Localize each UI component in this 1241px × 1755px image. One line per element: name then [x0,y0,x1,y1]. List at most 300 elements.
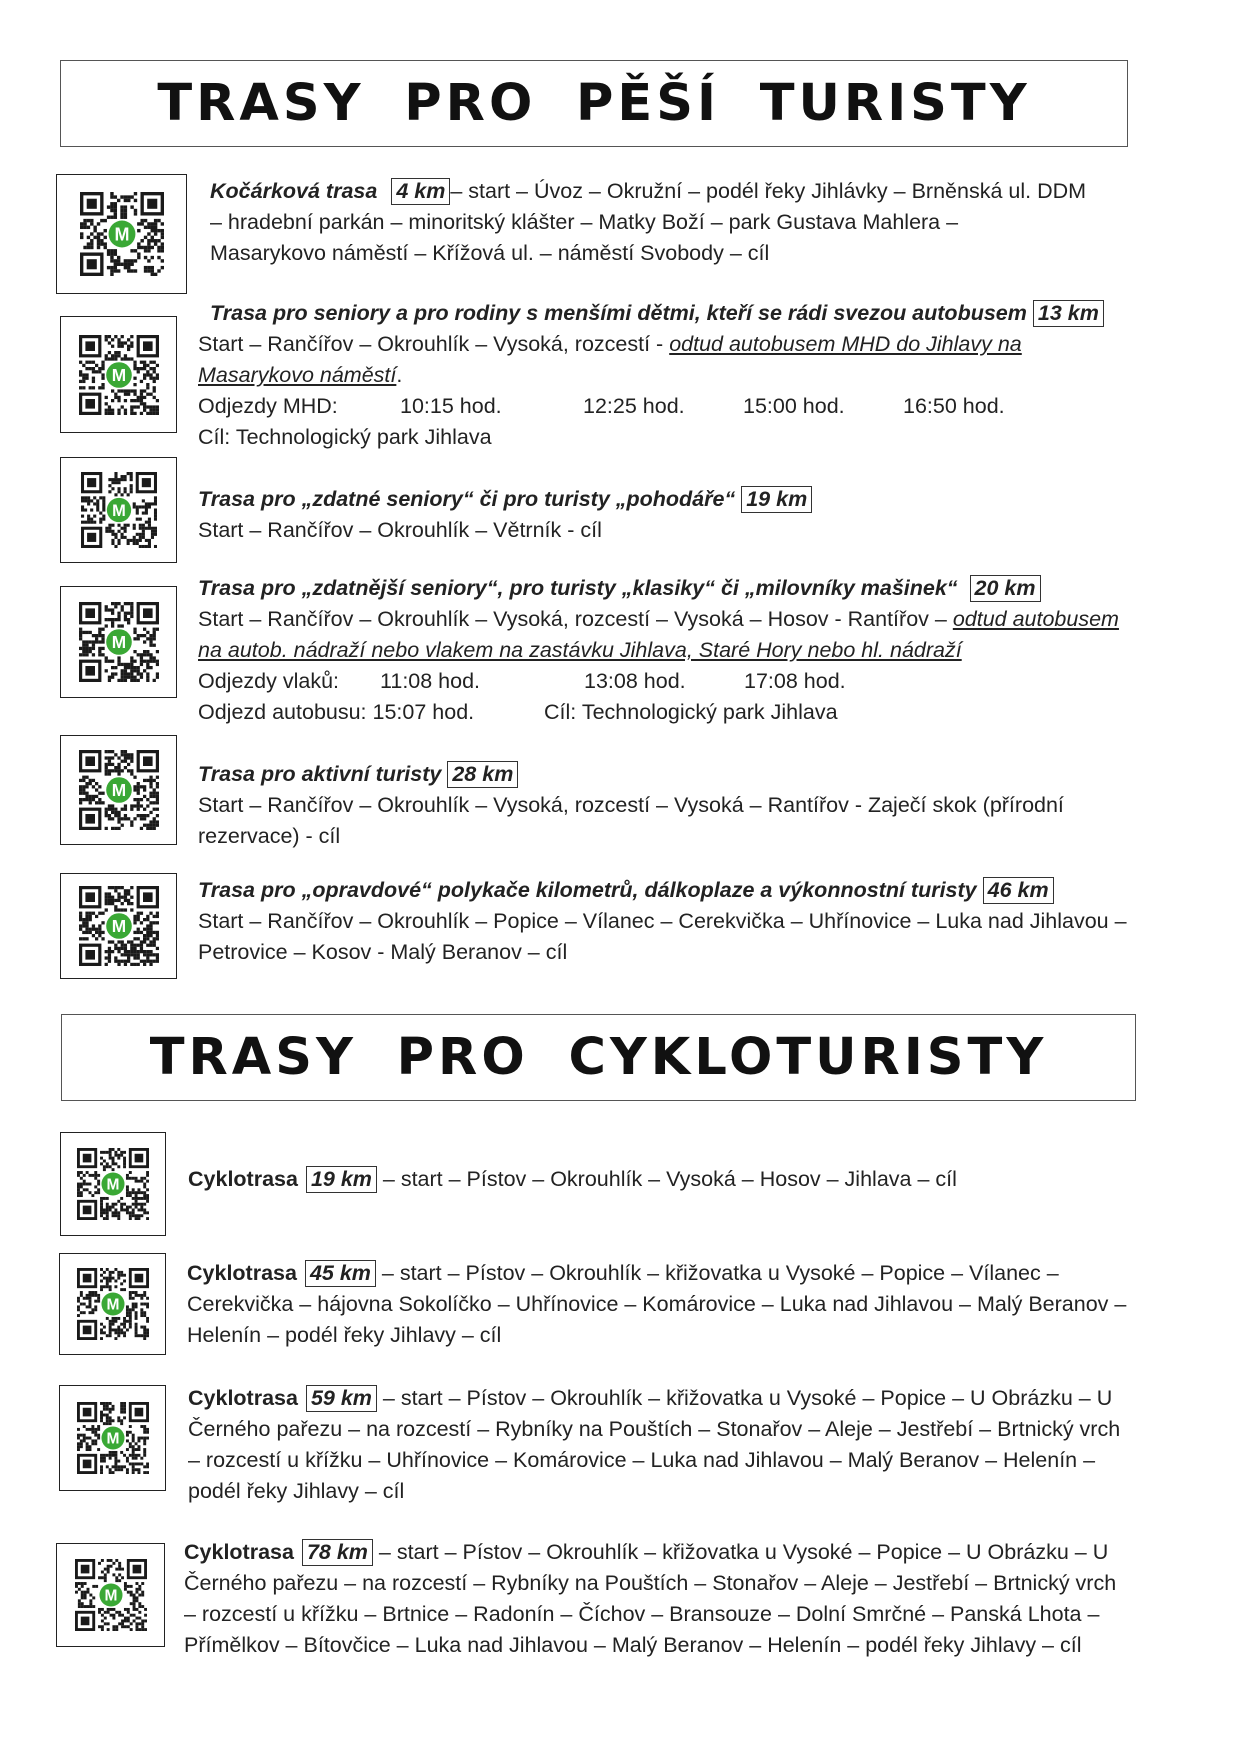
qr-module [134,1326,137,1329]
qr-module [120,335,123,338]
qr-module [123,1323,126,1326]
qr-module [101,801,104,804]
qr-module [130,660,133,663]
walking-title-box [60,60,1128,147]
qr-module [153,499,156,502]
qr-module [133,376,136,379]
qr-module [114,357,117,360]
qr-module [111,1405,114,1408]
qr-module [138,1594,141,1597]
qr-module [152,944,155,947]
qr-module [111,804,114,807]
qr-module [106,1611,109,1614]
logo-letter: M [111,632,126,653]
qr-code[interactable] [60,316,177,433]
qr-module [133,676,136,679]
qr-module [85,931,88,934]
qr-module [97,1188,100,1191]
qr-module [96,508,99,511]
qr-module [86,246,89,249]
qr-module [104,896,107,899]
qr-module [133,209,136,212]
qr-module [120,1197,123,1200]
qr-module [126,1185,129,1188]
qr-module [132,1619,135,1622]
qr-module [152,801,155,804]
qr-module [107,760,110,763]
qr-module [107,351,110,354]
qr-module [136,814,139,817]
qr-module [143,249,146,252]
qr-module [120,1271,123,1274]
qr-module [127,940,130,943]
qr-module [150,222,153,225]
qr-module [97,1294,100,1297]
qr-module [132,527,135,530]
qr-module [83,1596,86,1599]
qr-module [84,496,87,499]
qr-code[interactable] [60,586,177,698]
qr-module [131,1462,134,1465]
qr-module [143,1303,146,1306]
qr-module [103,1573,106,1576]
qr-module [101,647,104,650]
qr-module [117,481,120,484]
qr-module [92,1585,95,1588]
qr-finder-center [85,892,95,902]
qr-module [117,618,120,621]
qr-module [143,1328,146,1331]
qr-module [143,1183,146,1186]
qr-module [143,669,146,672]
qr-module [83,1582,86,1585]
qr-module [123,212,126,215]
qr-module [103,1617,106,1620]
qr-module [127,892,130,895]
qr-module [107,618,110,621]
qr-code[interactable] [56,1543,165,1647]
qr-module [117,487,120,490]
qr-module [77,1191,80,1194]
qr-module [111,399,114,402]
qr-module [143,928,146,931]
qr-module [118,1565,121,1568]
qr-finder-center [86,199,96,209]
qr-module [152,631,155,634]
qr-module [111,1465,114,1468]
qr-code[interactable] [60,873,177,979]
qr-module [117,814,120,817]
qr-module [146,804,149,807]
qr-module [120,908,123,911]
qr-module [108,1328,111,1331]
qr-module [155,795,158,798]
qr-module [110,256,113,259]
qr-module [80,1594,83,1597]
qr-module [98,634,101,637]
qr-module [89,1599,92,1602]
qr-module [136,782,139,785]
qr-module [149,656,152,659]
qr-finder-center [143,341,153,351]
qr-finder-center [147,199,157,209]
qr-module [123,209,126,212]
route-goal: Cíl: Technologický park Jihlava [544,700,838,724]
qr-module [96,246,99,249]
qr-code[interactable] [60,735,177,845]
qr-module [135,508,138,511]
qr-module [157,246,160,249]
qr-module [132,1602,135,1605]
qr-module [79,801,82,804]
qr-module [135,1203,138,1206]
qr-module [147,246,150,249]
qr-module [100,1419,103,1422]
qr-module [95,634,98,637]
qr-module [104,354,107,357]
qr-module [108,1416,111,1419]
qr-module [109,1165,112,1168]
qr-module [117,766,120,769]
qr-module [131,1308,134,1311]
qr-module [108,1280,111,1283]
qr-module [118,1573,121,1576]
qr-module [147,242,150,245]
qr-module [152,411,155,414]
qr-module [95,1585,98,1588]
qr-module [105,1414,108,1417]
qr-module [123,1608,126,1611]
qr-module [77,1308,80,1311]
qr-module [152,637,155,640]
qr-code[interactable] [56,174,187,294]
qr-module [146,814,149,817]
qr-module [117,344,120,347]
qr-module [107,960,110,963]
qr-module [144,508,147,511]
qr-module [120,1288,123,1291]
qr-module [155,912,158,915]
qr-module [117,1154,120,1157]
qr-finder-center [134,1408,143,1417]
qr-module [80,1191,83,1194]
qr-module [136,653,139,656]
qr-module [82,644,85,647]
qr-module [152,656,155,659]
qr-module [123,750,126,753]
qr-module [155,934,158,937]
qr-module [137,222,140,225]
qr-module [160,222,163,225]
qr-module [114,493,117,496]
qr-module [88,918,91,921]
qr-module [81,508,84,511]
qr-module [111,666,114,669]
qr-module [140,1326,143,1329]
qr-module [150,273,153,276]
qr-module [100,1268,103,1271]
qr-module [85,373,88,376]
qr-module [104,763,107,766]
qr-module [108,1471,111,1474]
qr-finder-center [85,756,95,766]
qr-module [107,411,110,414]
qr-module [85,798,88,801]
qr-module [129,1602,132,1605]
qr-module [146,1331,149,1334]
qr-module [135,542,138,545]
qr-module [160,232,163,235]
qr-module [111,530,114,533]
qr-module [79,779,82,782]
qr-module [134,1462,137,1465]
qr-module [118,1614,121,1617]
qr-module [153,219,156,222]
qr-module [137,1191,140,1194]
route-name: Cyklotrasa [188,1167,298,1191]
qr-module [146,405,149,408]
qr-module [147,259,150,262]
qr-module [121,1568,124,1571]
qr-module [123,804,126,807]
qr-module [91,1194,94,1197]
qr-module [120,533,123,536]
qr-code-pattern [80,192,164,276]
qr-module [125,1431,128,1434]
qr-module [82,1439,85,1442]
qr-module [123,392,126,395]
qr-module [139,392,142,395]
qr-module [133,953,136,956]
qr-module [117,1271,120,1274]
qr-module [108,1323,111,1326]
qr-module [138,1617,141,1620]
qr-module [109,1614,112,1617]
qr-module [88,1305,91,1308]
qr-module [82,631,85,634]
qr-module [111,1277,114,1280]
qr-module [131,1297,134,1300]
qr-module [117,341,120,344]
route-link-text: odtud autobusem MHD do Jihlavy na [669,332,1022,356]
qr-module [111,539,114,542]
qr-code[interactable] [59,1385,166,1491]
qr-module [102,1457,105,1460]
qr-module [146,1305,149,1308]
qr-module [144,502,147,505]
qr-module [146,679,149,682]
qr-module [103,236,106,239]
qr-finder-center [82,1408,91,1417]
departure-time: 16:50 hod. [903,394,1005,418]
qr-module [126,1208,129,1211]
qr-module [110,252,113,255]
qr-module [80,1596,83,1599]
qr-module [94,1291,97,1294]
walking-route-1 [210,176,1086,269]
qr-module [98,640,101,643]
qr-module [80,1171,83,1174]
qr-module [133,788,136,791]
qr-module [107,902,110,905]
qr-module [90,518,93,521]
qr-module [106,1628,109,1631]
qr-module [87,499,90,502]
qr-module [160,246,163,249]
qr-module [103,1611,106,1614]
qr-module [80,222,83,225]
qr-module [109,1151,112,1154]
qr-module [84,521,87,524]
qr-module [85,782,88,785]
qr-module [137,1294,140,1297]
qr-module [108,490,111,493]
qr-module [152,940,155,943]
qr-module [152,779,155,782]
qr-module [130,408,133,411]
qr-module [106,1165,109,1168]
qr-module [139,653,142,656]
qr-module [130,663,133,666]
qr-module [155,782,158,785]
qr-module [128,1323,131,1326]
qr-module [89,1605,92,1608]
qr-module [105,1317,108,1320]
qr-module [123,1203,126,1206]
qr-module [123,1280,126,1283]
qr-code[interactable] [60,457,177,563]
logo-letter: M [111,501,126,520]
qr-module [114,944,117,947]
qr-module [102,1460,105,1463]
qr-module [93,502,96,505]
qr-module [107,408,110,411]
qr-module [103,219,106,222]
qr-module [85,1305,88,1308]
qr-module [128,1311,131,1314]
qr-module [139,947,142,950]
qr-module [91,1308,94,1311]
qr-module [123,947,126,950]
qr-module [112,1614,115,1617]
qr-code[interactable] [59,1253,166,1355]
qr-module [120,341,123,344]
qr-module [128,1297,131,1300]
qr-module [112,1206,115,1209]
qr-code-pattern [79,335,159,415]
qr-module [117,612,120,615]
qr-module [149,820,152,823]
qr-module [153,527,156,530]
qr-module [114,908,117,911]
qr-module [77,1588,80,1591]
qr-module [127,763,130,766]
qr-module [91,1174,94,1177]
qr-module [130,205,133,208]
qr-module [149,931,152,934]
qr-module [100,1411,103,1414]
qr-module [137,1454,140,1457]
qr-finder-center [87,533,96,542]
qr-module [118,1562,121,1565]
qr-module [134,1294,137,1297]
qr-module [114,618,117,621]
qr-module [112,1160,115,1163]
qr-module [146,779,149,782]
qr-module [77,1428,80,1431]
qr-code[interactable] [60,1132,166,1236]
qr-module [105,1277,108,1280]
qr-module [114,1331,117,1334]
qr-module [130,950,133,953]
qr-module [104,766,107,769]
qr-module [131,1434,134,1437]
qr-module [123,1326,126,1329]
qr-module [117,886,120,889]
qr-module [134,1334,137,1337]
qr-module [106,1568,109,1571]
qr-module [133,637,136,640]
qr-module [79,1294,82,1297]
qr-module [131,1451,134,1454]
qr-module [123,1416,126,1419]
qr-module [125,1457,128,1460]
qr-module [117,827,120,830]
qr-module [160,249,163,252]
qr-module [146,918,149,921]
qr-module [86,1588,89,1591]
qr-module [88,640,91,643]
departure-time: 12:25 hod. [583,394,685,418]
qr-module [155,921,158,924]
qr-module [117,602,120,605]
qr-module [97,1428,100,1431]
qr-module [85,1294,88,1297]
qr-module [117,408,120,411]
qr-module [129,1628,132,1631]
qr-module [152,827,155,830]
qr-module [138,518,141,521]
qr-module [117,1200,120,1203]
qr-module [106,205,109,208]
qr-module [152,953,155,956]
qr-module [85,921,88,924]
qr-module [104,772,107,775]
qr-module [123,1160,126,1163]
qr-module [102,1408,105,1411]
qr-module [120,1465,123,1468]
qr-module [97,1300,100,1303]
qr-module [111,660,114,663]
qr-module [100,1628,103,1631]
qr-module [114,1454,117,1457]
qr-module [143,1337,146,1340]
qr-module [153,530,156,533]
qr-module [93,226,96,229]
qr-module [149,811,152,814]
qr-module [111,676,114,679]
qr-module [129,472,132,475]
qr-module [75,1591,78,1594]
qr-module [107,808,110,811]
qr-module [108,524,111,527]
qr-module [117,395,120,398]
qr-module [120,817,123,820]
qr-module [133,937,136,940]
qr-module [117,1465,120,1468]
qr-module [106,1203,109,1206]
qr-module [133,650,136,653]
